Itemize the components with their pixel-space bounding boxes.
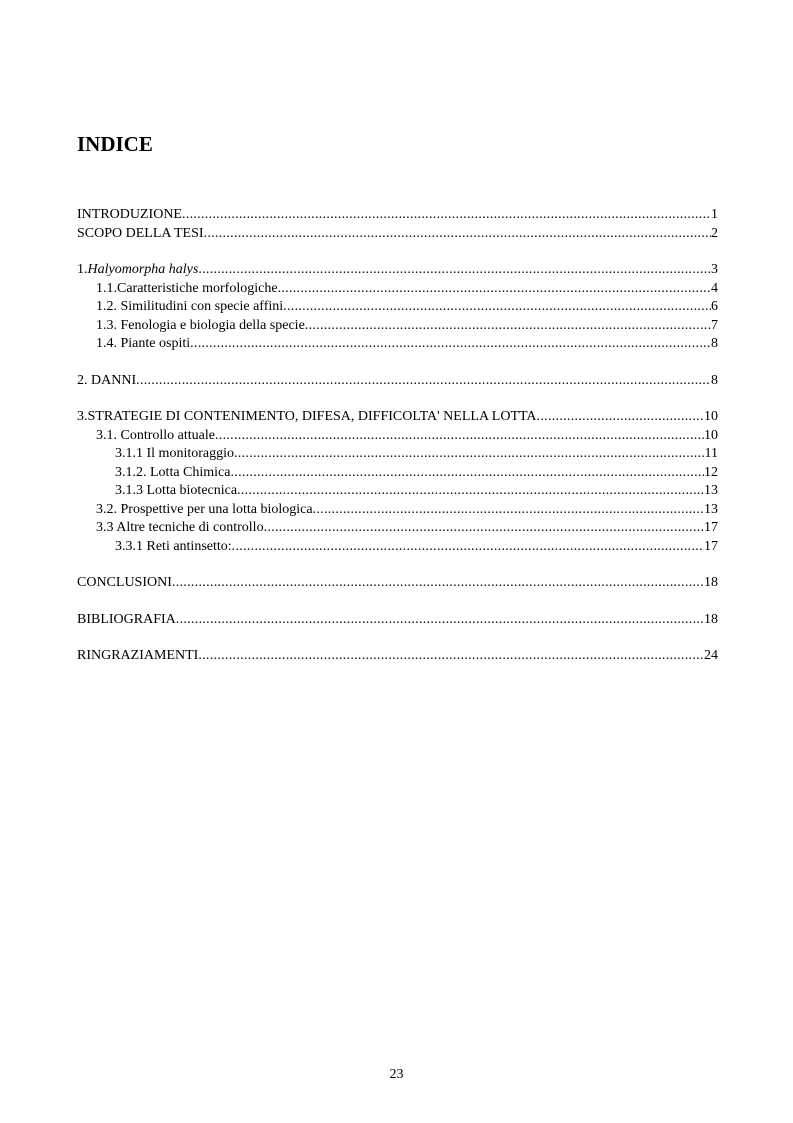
toc-entry-label: SCOPO DELLA TESI	[77, 225, 204, 241]
toc-entry-page: 11	[704, 446, 718, 461]
toc-entry-label: 3.1.2. Lotta Chimica	[115, 464, 231, 480]
toc-entry-page: 18	[704, 575, 718, 590]
toc-entry-page: 1	[711, 207, 718, 222]
toc-entry-page: 8	[711, 372, 718, 388]
toc-entry-label: 3.2. Prospettive per una lotta biologica	[96, 501, 313, 517]
toc-entry-label: 3.1. Controllo attuale	[96, 427, 215, 443]
toc-entry-scopo	[77, 225, 718, 244]
page-title: INDICE	[77, 132, 153, 156]
toc-entry-label: 3.1.1 Il monitoraggio	[115, 446, 234, 461]
toc-entry-label: 1.1.Caratteristiche morfologiche	[96, 280, 278, 296]
toc-entry-page: 10	[704, 427, 718, 443]
toc-entry-page: 13	[704, 501, 718, 517]
toc-entry-page: 4	[711, 280, 718, 296]
dot-leader	[305, 317, 711, 336]
toc-entry-page: 24	[704, 648, 718, 663]
toc-entry-label: CONCLUSIONI	[77, 575, 172, 590]
toc-entry-label	[77, 261, 198, 280]
toc-entry-3-2	[77, 501, 718, 520]
toc-entry-page: 8	[711, 336, 718, 351]
toc-entry-chapter-3	[77, 408, 718, 427]
toc-entry-page: 12	[704, 464, 718, 480]
toc-entry-chapter-2	[77, 372, 718, 391]
toc-entry-page: 13	[704, 483, 718, 498]
toc-entry-3-1-2	[77, 464, 718, 483]
toc-entry-label: BIBLIOGRAFIA	[77, 611, 176, 627]
dot-leader	[136, 372, 711, 391]
toc-entry-chapter-1	[77, 261, 718, 280]
toc-entry-label: 3.3 Altre tecniche di controllo	[96, 520, 264, 535]
toc-entry-1-3	[77, 317, 718, 336]
toc-entry-introduzione	[77, 206, 718, 225]
toc-entry-1-2	[77, 298, 718, 317]
toc-entry-page: 7	[711, 317, 718, 333]
toc-entry-conclusioni	[77, 574, 718, 593]
dot-leader	[190, 335, 711, 354]
page-number: 23	[389, 1067, 404, 1082]
dot-leader	[176, 611, 704, 630]
dot-leader	[215, 427, 704, 446]
toc-entry-page: 6	[711, 299, 718, 314]
toc-entry-label: 2. DANNI	[77, 372, 137, 388]
dot-leader	[264, 519, 704, 538]
toc-entry-3-3	[77, 519, 718, 538]
dot-leader	[230, 464, 704, 483]
toc-entry-label: 1.4. Piante ospiti	[96, 336, 191, 351]
dot-leader	[198, 647, 704, 666]
dot-leader	[204, 225, 711, 244]
dot-leader	[172, 574, 704, 593]
dot-leader	[278, 280, 711, 299]
toc-entry-page: 2	[711, 225, 718, 241]
toc-entry-3-1-3	[77, 482, 718, 501]
toc-entry-label: 3.1.3 Lotta biotecnica	[115, 483, 238, 498]
toc-entry-label: 1.2. Similitudini con specie affini	[96, 299, 284, 314]
species-name: Halyomorpha halys	[87, 262, 199, 277]
dot-leader	[237, 482, 704, 501]
toc-entry-1-4	[77, 335, 718, 354]
toc-entry-bibliografia	[77, 611, 718, 630]
toc-entry-label: 1.3. Fenologia e biologia della specie	[96, 317, 305, 333]
dot-leader	[283, 298, 711, 317]
toc-entry-label: RINGRAZIAMENTI	[77, 648, 199, 663]
dot-leader	[537, 408, 704, 427]
toc-entry-page: 3	[711, 262, 718, 277]
toc-entry-3-1	[77, 427, 718, 446]
toc-entry-3-3-1	[77, 538, 718, 557]
toc-entry-ringraziamenti	[77, 647, 718, 666]
toc-entry-prefix: 1.	[77, 262, 88, 277]
toc-entry-page: 17	[704, 520, 718, 535]
toc-entry-label: INTRODUZIONE	[77, 207, 182, 222]
dot-leader	[313, 501, 704, 520]
dot-leader	[182, 206, 711, 225]
toc-entry-3-1-1	[77, 445, 718, 464]
dot-leader	[234, 445, 705, 464]
dot-leader	[232, 538, 704, 557]
dot-leader	[198, 261, 711, 280]
toc-entry-page: 17	[704, 538, 718, 554]
table-of-contents	[77, 206, 718, 666]
toc-entry-page: 10	[704, 409, 718, 424]
toc-entry-label: 3.STRATEGIE DI CONTENIMENTO, DIFESA, DIFFICOLTA' NELLA LOTTA	[77, 409, 537, 424]
toc-entry-1-1	[77, 280, 718, 299]
toc-entry-page: 18	[704, 611, 718, 627]
toc-entry-label: 3.3.1 Reti antinsetto:	[115, 538, 232, 554]
